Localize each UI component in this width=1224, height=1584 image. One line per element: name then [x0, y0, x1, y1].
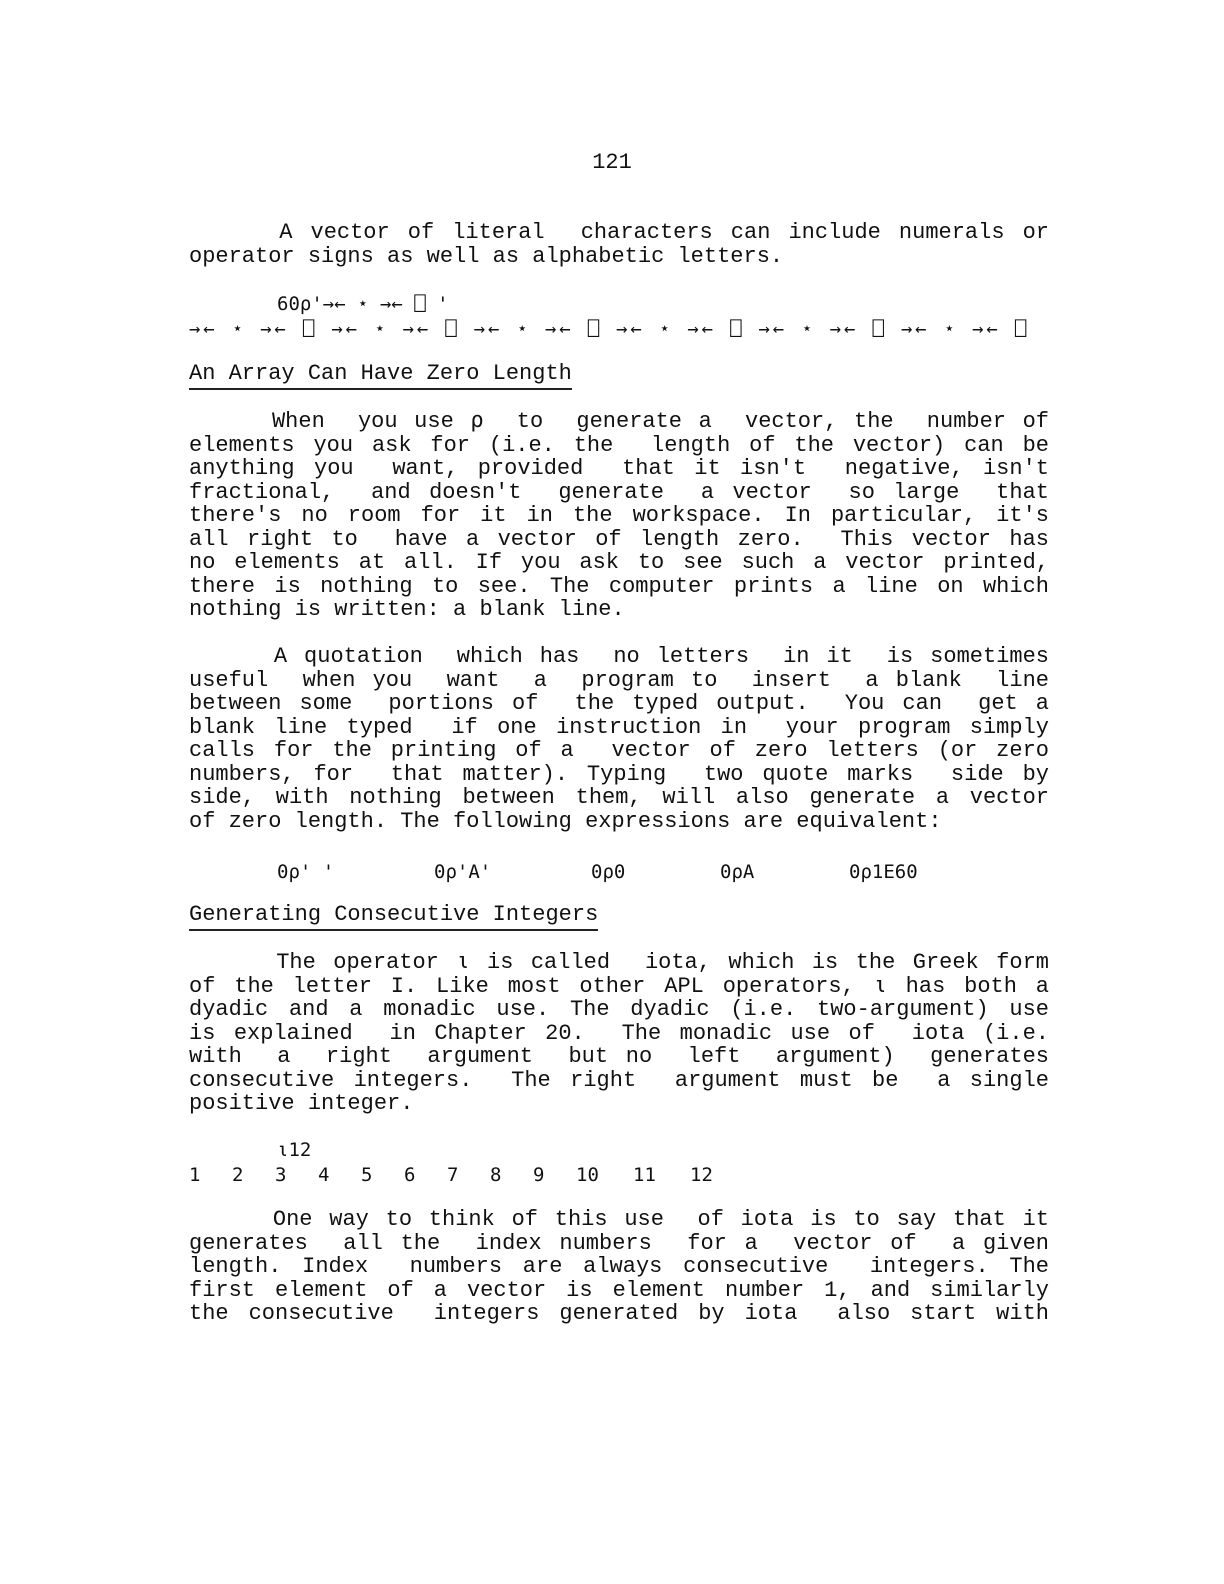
text-line: useful when you want a program to insert a blank line [189, 667, 1049, 693]
text-line: of the letter I. Like most other APL operators, ⍳ has both a [189, 973, 1049, 999]
text-line: anything you want, provided that it isn't negative, isn't [189, 456, 1049, 481]
text-line: consecutive integers. The right argument must be a single [189, 1067, 1049, 1093]
text-line: calls for the printing of a vector of zero letters (or zero [189, 738, 1049, 763]
equivalent-expression: 0⍴1E60 [849, 861, 918, 883]
text-line: is explained in Chapter 20. The monadic use of iota (i.e. [189, 1020, 1049, 1046]
text-line: A quotation which has no letters in it is sometimes [189, 644, 1049, 669]
text-line: The operator ⍳ is called iota, which is the Greek form [189, 950, 1049, 975]
iota-output-11: 11 [633, 1164, 656, 1186]
text-line: side, with nothing between them, will also generate a vector [189, 785, 1049, 810]
text-line: A vector of literal characters can include numerals or [189, 220, 1049, 245]
text-line: all right to have a vector of length zero. This vector has [189, 526, 1049, 552]
text-line: length. Index numbers are always consecutive integers. The [189, 1254, 1049, 1279]
paragraph-quotation [189, 645, 1049, 833]
text-line: no elements at all. If you ask to see such a vector printed, [189, 550, 1049, 575]
text-line: the consecutive integers generated by iota also start with [189, 1301, 1049, 1326]
text-line: first element of a vector is element number 1, and similarly [189, 1277, 1049, 1303]
iota-output-8: 8 [490, 1164, 502, 1186]
iota-output-6: 6 [404, 1164, 416, 1186]
code-output-reshape: →← ⋆ →← ⎕ →← ⋆ →← ⎕ →← ⋆ →← ⎕ →← ⋆ →← ⎕ →← ⋆ →← ⎕ →← ⋆ →← ⎕ [189, 318, 1030, 340]
text-line: there is nothing to see. The computer prints a line on which [189, 573, 1049, 599]
text-line: nothing is written: a blank line. [189, 597, 625, 622]
text-line: dyadic and a monadic use. The dyadic (i.e. two-argument) use [189, 997, 1049, 1022]
text-line: between some portions of the typed output. You can get a [189, 691, 1049, 716]
text-line: there's no room for it in the workspace. In particular, it's [189, 503, 1049, 528]
paragraph-zero-length [189, 410, 1049, 622]
equivalent-expression: 0⍴'A' [434, 861, 492, 883]
text-line: generates all the index numbers for a vector of a given [189, 1230, 1049, 1256]
code-input-iota: ⍳12 [277, 1139, 312, 1161]
equivalent-expression: 0⍴' ' [277, 861, 335, 883]
code-input-reshape: 60⍴'→← ⋆ →← ⎕ ' [277, 293, 449, 315]
iota-output-5: 5 [361, 1164, 373, 1186]
page-number: 121 [592, 150, 632, 175]
equivalent-expression: 0⍴0 [591, 861, 626, 883]
paragraph-iota [189, 951, 1049, 1116]
section-heading-consecutive-integers: Generating Consecutive Integers [189, 902, 598, 931]
iota-output-7: 7 [447, 1164, 459, 1186]
text-line: One way to think of this use of iota is to say that it [189, 1207, 1049, 1232]
text-line: with a right argument but no left argument) generates [189, 1044, 1049, 1069]
text-line: operator signs as well as alphabetic letters. [189, 243, 784, 269]
iota-output-12: 12 [690, 1164, 713, 1186]
text-line: elements you ask for (i.e. the length of the vector) can be [189, 432, 1049, 458]
iota-output-2: 2 [232, 1164, 244, 1186]
iota-output-9: 9 [533, 1164, 545, 1186]
iota-output-3: 3 [275, 1164, 287, 1186]
text-line: of zero length. The following expressions are equivalent: [189, 808, 942, 834]
equivalent-expression: 0⍴A [720, 861, 755, 883]
text-line: blank line typed if one instruction in your program simply [189, 714, 1049, 740]
iota-output-4: 4 [318, 1164, 330, 1186]
paragraph-literal-characters [189, 221, 1049, 268]
text-line: fractional, and doesn't generate a vector so large that [189, 479, 1049, 505]
iota-output-10: 10 [576, 1164, 599, 1186]
paragraph-index-numbers [189, 1208, 1049, 1326]
iota-output-1: 1 [189, 1164, 201, 1186]
text-line: positive integer. [189, 1091, 414, 1116]
text-line: When you use ⍴ to generate a vector, the number of [189, 409, 1049, 434]
section-heading-zero-length: An Array Can Have Zero Length [189, 361, 572, 390]
text-line: numbers, for that matter). Typing two quote marks side by [189, 761, 1049, 787]
